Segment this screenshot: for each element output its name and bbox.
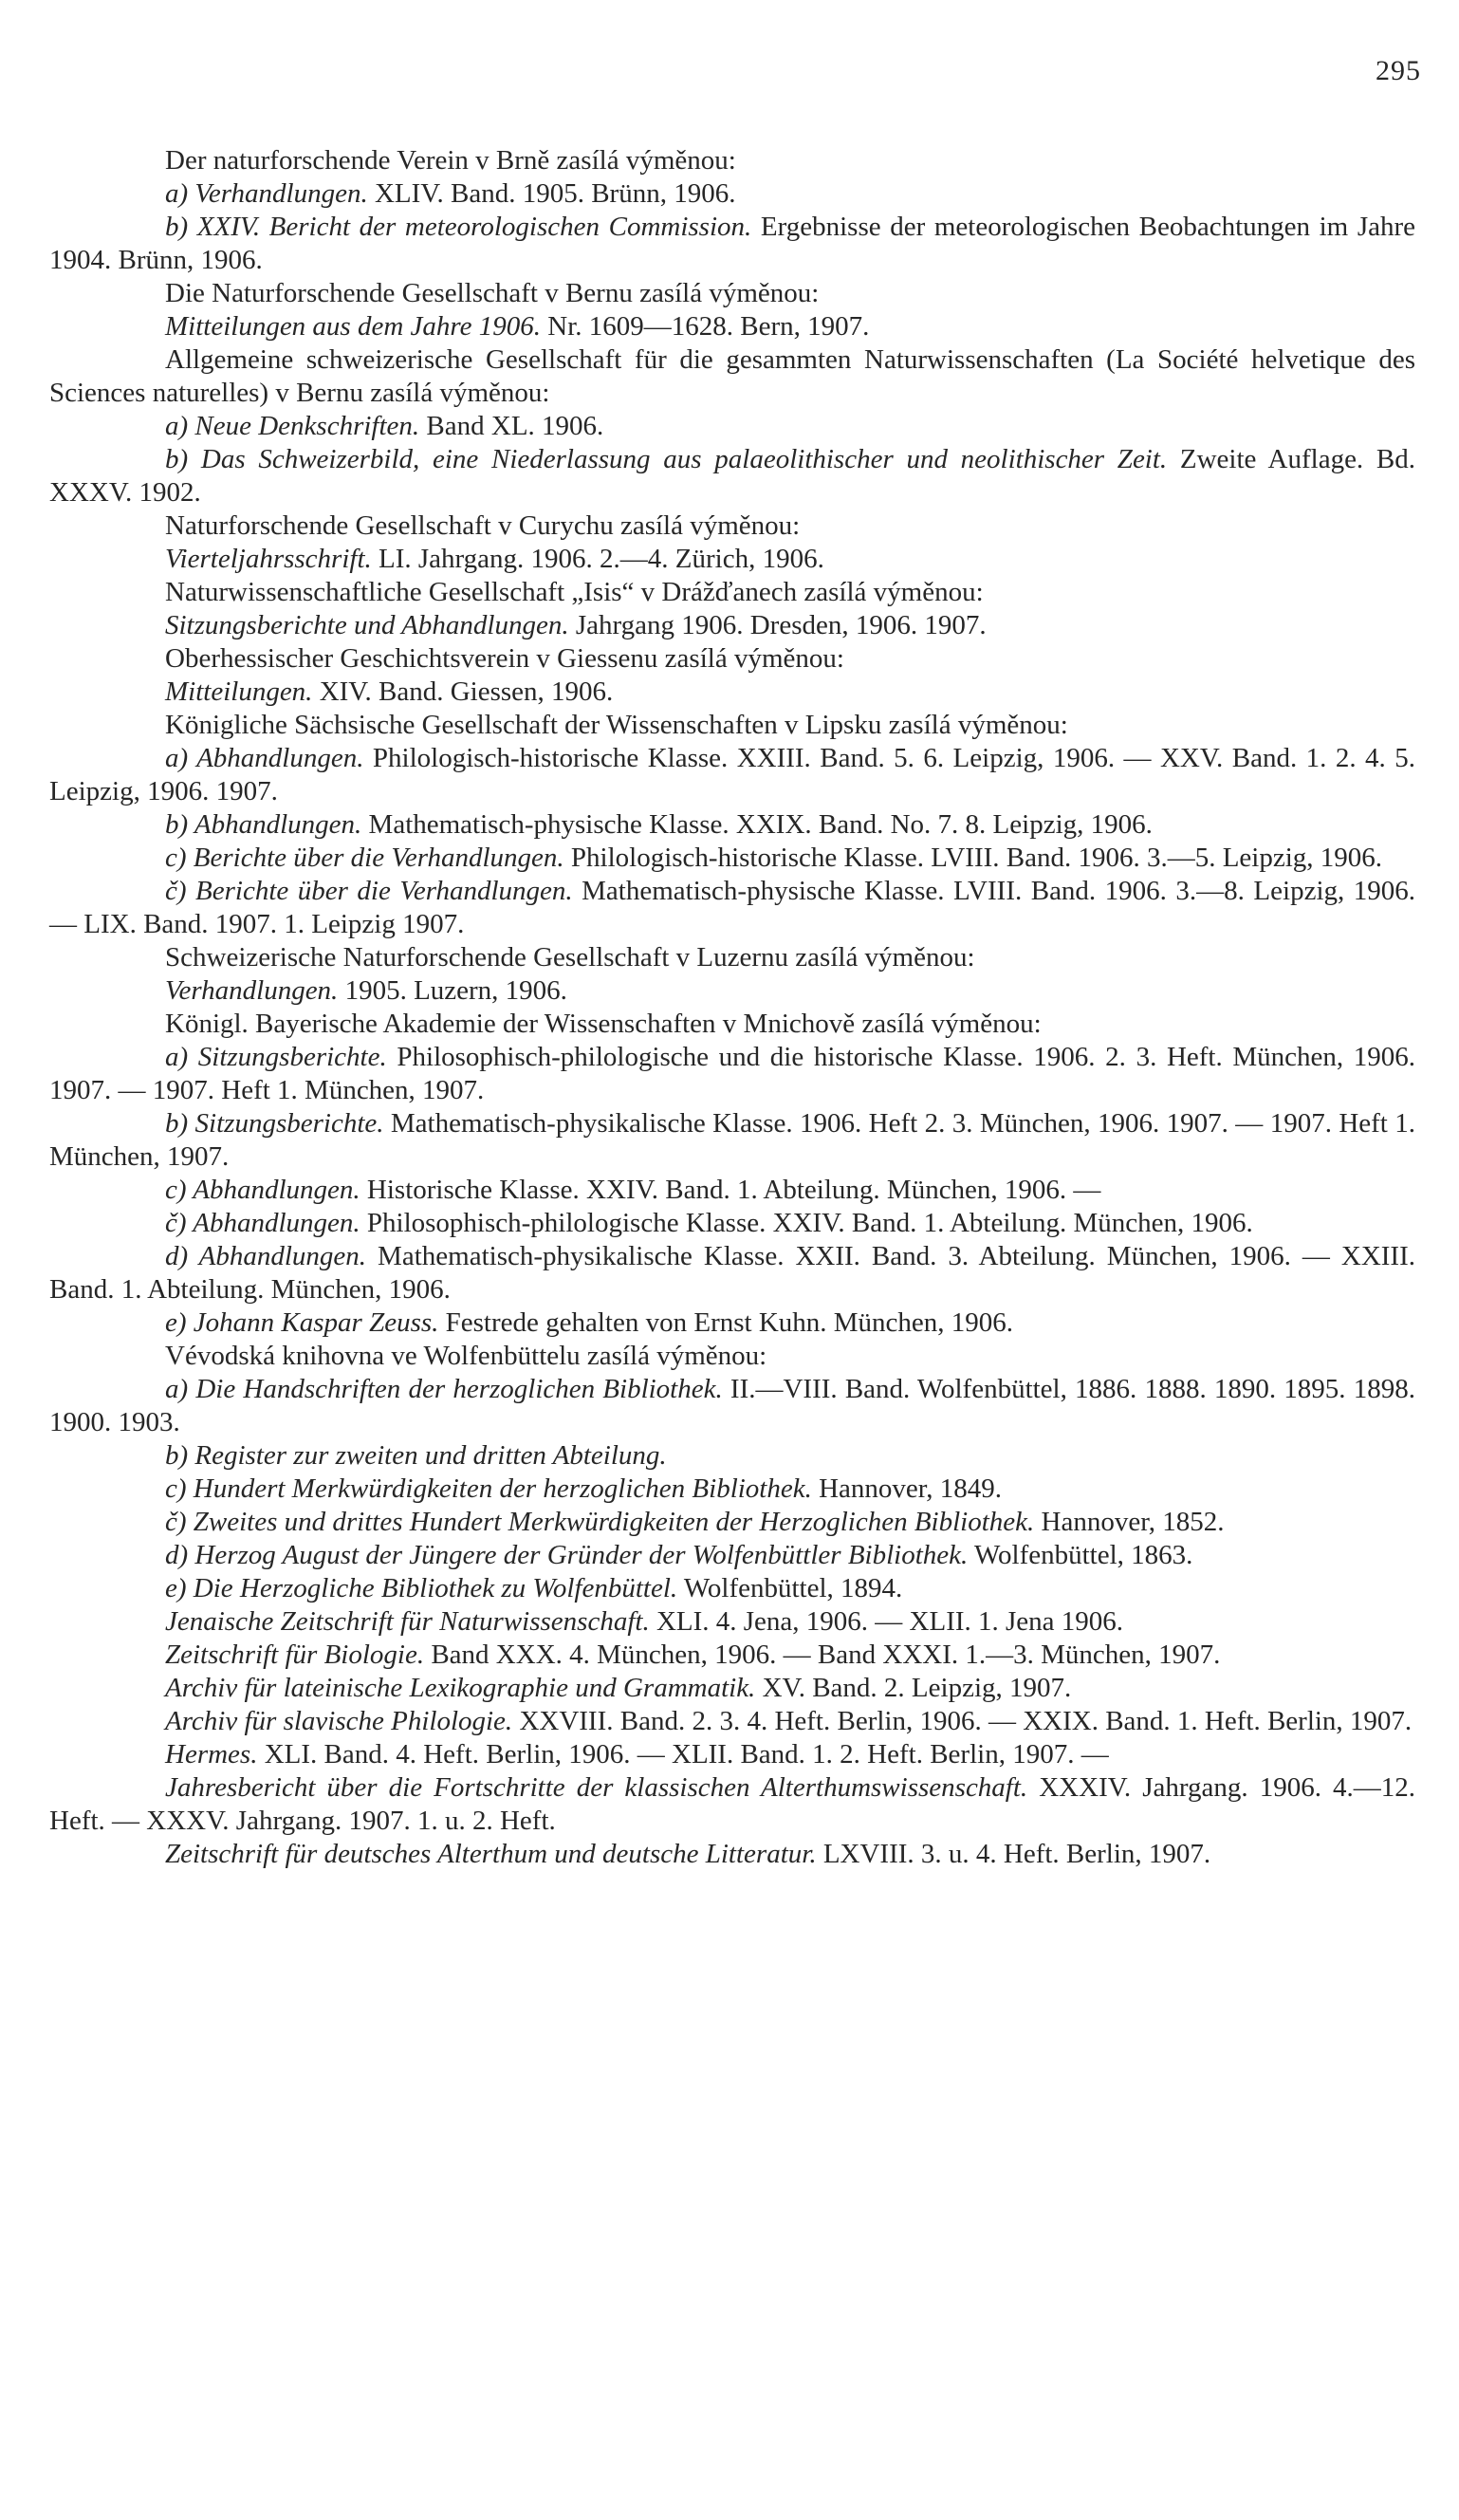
- publication-title: č) Berichte über die Verhandlungen.: [165, 876, 573, 906]
- entry-text: Historische Klasse. XXIV. Band. 1. Abteilung. München, 1906. —: [360, 1175, 1101, 1205]
- publication-entry: [49, 1473, 1415, 1506]
- entry-text: XLI. 4. Jena, 1906. — XLII. 1. Jena 1906.: [649, 1606, 1124, 1637]
- publication-title: b) Register zur zweiten und dritten Abteilung.: [165, 1440, 667, 1471]
- publication-title: Zeitschrift für deutsches Alterthum und deutsche Litteratur.: [165, 1839, 817, 1869]
- publication-entry: [49, 1174, 1415, 1207]
- publication-entry: [49, 974, 1415, 1008]
- publication-title: Jenaische Zeitschrift für Naturwissenschaft.: [165, 1606, 650, 1637]
- publication-title: Hermes.: [165, 1739, 258, 1770]
- page-number: 295: [1376, 55, 1421, 86]
- publication-title: a) Abhandlungen.: [165, 743, 364, 773]
- publication-title: c) Berichte über die Verhandlungen.: [165, 843, 564, 873]
- entry-text: XXXIV. Jahrgang. 1906. 4.—12. Heft. — XXXV. Jahrgang. 1907. 1. u. 2. Heft.: [49, 1772, 1415, 1836]
- entry-text: Band XXX. 4. München, 1906. — Band XXXI. 1.—3. München, 1907.: [424, 1640, 1221, 1670]
- publication-title: a) Sitzungsberichte.: [165, 1042, 387, 1072]
- entry-text: Oberhessischer Geschichtsverein v Giessenu zasílá výměnou:: [165, 643, 844, 674]
- institution-heading: [49, 1340, 1415, 1373]
- entry-text: Allgemeine schweizerische Gesellschaft für die gesammten Naturwissenschaften (La Société helvetique des Sciences naturelles) v Bernu zasílá výměnou:: [49, 344, 1415, 408]
- entry-text: Wolfenbüttel, 1863.: [968, 1540, 1193, 1570]
- publication-entry: [49, 676, 1415, 709]
- entry-text: Nr. 1609—1628. Bern, 1907.: [541, 311, 870, 342]
- publication-entry: [49, 211, 1415, 277]
- institution-heading: [49, 1008, 1415, 1041]
- institution-heading: [49, 343, 1415, 410]
- publication-title: e) Die Herzogliche Bibliothek zu Wolfenbüttel.: [165, 1573, 678, 1603]
- publication-title: Verhandlungen.: [165, 975, 339, 1006]
- institution-heading: [49, 144, 1415, 177]
- entry-text: 1905. Luzern, 1906.: [338, 975, 567, 1006]
- publication-entry: [49, 1240, 1415, 1306]
- institution-heading: [49, 510, 1415, 543]
- publication-entry: [49, 1605, 1415, 1639]
- publication-entry: [49, 875, 1415, 941]
- publication-entry: [49, 742, 1415, 808]
- publication-entry: [49, 1639, 1415, 1672]
- publication-entry: [49, 410, 1415, 443]
- entry-text: Vévodská knihovna ve Wolfenbüttelu zasílá výměnou:: [165, 1341, 767, 1371]
- publication-entry: [49, 1838, 1415, 1871]
- entry-text: Band XL. 1906.: [419, 411, 604, 441]
- publication-entry: [49, 808, 1415, 842]
- entry-text: Mathematisch-physische Klasse. XXIX. Band. No. 7. 8. Leipzig, 1906.: [361, 809, 1153, 840]
- entry-text: Mathematisch-physische Klasse. LVIII. Band. 1906. 3.—8. Leipzig, 1906. — LIX. Band. 1907. 1. Leipzig 1907.: [49, 876, 1415, 939]
- entry-text: Philologisch-historische Klasse. LVIII. Band. 1906. 3.—5. Leipzig, 1906.: [563, 843, 1383, 873]
- publication-title: Vierteljahrsschrift.: [165, 544, 372, 574]
- publication-title: Sitzungsberichte und Abhandlungen.: [165, 610, 569, 640]
- entry-text: Hannover, 1852.: [1034, 1507, 1225, 1537]
- entry-text: Königliche Sächsische Gesellschaft der Wissenschaften v Lipsku zasílá výměnou:: [165, 710, 1068, 740]
- entry-text: Mathematisch-physikalische Klasse. XXII. Band. 3. Abteilung. München, 1906. — XXIII. Band. 1. Abteilung. München, 1906.: [49, 1241, 1415, 1305]
- publication-entry: [49, 1572, 1415, 1605]
- entry-text: Philologisch-historische Klasse. XXIII. Band. 5. 6. Leipzig, 1906. — XXV. Band. 1. 2. 4. 5. Leipzig, 1906. 1907.: [49, 743, 1416, 806]
- publication-title: č) Zweites und drittes Hundert Merkwürdigkeiten der Herzoglichen Bibliothek.: [165, 1507, 1035, 1537]
- publication-entry: [49, 177, 1415, 211]
- publication-entry: [49, 842, 1415, 875]
- publication-title: d) Abhandlungen.: [165, 1241, 367, 1271]
- publication-entry: [49, 1771, 1415, 1838]
- publication-title: b) Sitzungsberichte.: [165, 1108, 384, 1139]
- publication-title: Mitteilungen.: [165, 676, 313, 707]
- entry-text: Hannover, 1849.: [811, 1473, 1003, 1504]
- publication-title: b) Das Schweizerbild, eine Niederlassung aus palaeolithischer und neolithischer Zeit.: [165, 444, 1168, 474]
- publication-title: c) Abhandlungen.: [165, 1175, 360, 1205]
- publication-entry: [49, 1439, 1415, 1473]
- institution-heading: [49, 576, 1415, 609]
- publication-entry: [49, 1107, 1415, 1174]
- entry-text: Mathematisch-physikalische Klasse. 1906. Heft 2. 3. München, 1906. 1907. — 1907. Heft 1. München, 1907.: [49, 1108, 1416, 1172]
- publication-title: Mitteilungen aus dem Jahre 1906.: [165, 311, 541, 342]
- entry-text: XV. Band. 2. Leipzig, 1907.: [755, 1673, 1072, 1703]
- entry-text: Wolfenbüttel, 1894.: [677, 1573, 903, 1603]
- institution-heading: [49, 277, 1415, 310]
- entry-text: Philosophisch-philologische und die historische Klasse. 1906. 2. 3. Heft. München, 1906. 1907. — 1907. Heft 1. München, 1907.: [49, 1042, 1416, 1105]
- entry-text: Naturwissenschaftliche Gesellschaft „Isis“ v Drážďanech zasílá výměnou:: [165, 577, 984, 607]
- publication-title: b) XXIV. Bericht der meteorologischen Commission.: [165, 212, 752, 242]
- entry-text: Der naturforschende Verein v Brně zasílá výměnou:: [165, 145, 736, 176]
- publication-entry: [49, 1672, 1415, 1705]
- entry-text: XLI. Band. 4. Heft. Berlin, 1906. — XLII. Band. 1. 2. Heft. Berlin, 1907. —: [257, 1739, 1109, 1770]
- publication-entry: [49, 1738, 1415, 1771]
- publication-title: d) Herzog August der Jüngere der Gründer der Wolfenbüttler Bibliothek.: [165, 1540, 969, 1570]
- publication-entry: [49, 443, 1415, 510]
- publication-title: e) Johann Kaspar Zeuss.: [165, 1307, 439, 1338]
- publication-entry: [49, 609, 1415, 642]
- entry-text: LI. Jahrgang. 1906. 2.—4. Zürich, 1906.: [371, 544, 824, 574]
- entry-text: Jahrgang 1906. Dresden, 1906. 1907.: [568, 610, 987, 640]
- institution-heading: [49, 709, 1415, 742]
- institution-heading: [49, 941, 1415, 974]
- entry-text: LXVIII. 3. u. 4. Heft. Berlin, 1907.: [816, 1839, 1211, 1869]
- publication-entry: [49, 1705, 1415, 1738]
- entry-text: Königl. Bayerische Akademie der Wissenschaften v Mnichově zasílá výměnou:: [165, 1009, 1042, 1039]
- institution-heading: [49, 642, 1415, 676]
- page-body: [49, 144, 1415, 1871]
- entry-text: Ergebnisse der meteorologischen Beobachtungen im Jahre 1904. Brünn, 1906.: [49, 212, 1416, 275]
- entry-text: Schweizerische Naturforschende Gesellschaft v Luzernu zasílá výměnou:: [165, 942, 975, 973]
- publication-entry: [49, 310, 1415, 343]
- publication-entry: [49, 543, 1415, 576]
- entry-text: Philosophisch-philologische Klasse. XXIV. Band. 1. Abteilung. München, 1906.: [360, 1208, 1253, 1238]
- publication-title: Archiv für slavische Philologie.: [165, 1706, 513, 1736]
- publication-entry: [49, 1373, 1415, 1439]
- publication-title: c) Hundert Merkwürdigkeiten der herzoglichen Bibliothek.: [165, 1473, 812, 1504]
- entry-text: Naturforschende Gesellschaft v Curychu zasílá výměnou:: [165, 510, 801, 541]
- publication-title: Jahresbericht über die Fortschritte der klassischen Alterthumswissenschaft.: [165, 1772, 1028, 1803]
- entry-text: XXVIII. Band. 2. 3. 4. Heft. Berlin, 1906. — XXIX. Band. 1. Heft. Berlin, 1907.: [512, 1706, 1413, 1736]
- entry-text: XLIV. Band. 1905. Brünn, 1906.: [367, 178, 736, 209]
- publication-entry: [49, 1539, 1415, 1572]
- publication-title: Zeitschrift für Biologie.: [165, 1640, 425, 1670]
- entry-text: II.—VIII. Band. Wolfenbüttel, 1886. 1888. 1890. 1895. 1898. 1900. 1903.: [49, 1374, 1415, 1437]
- entry-text: Festrede gehalten von Ernst Kuhn. München, 1906.: [438, 1307, 1014, 1338]
- publication-title: a) Die Handschriften der herzoglichen Bibliothek.: [165, 1374, 723, 1404]
- publication-title: a) Neue Denkschriften.: [165, 411, 420, 441]
- publication-title: č) Abhandlungen.: [165, 1208, 360, 1238]
- publication-entry: [49, 1207, 1415, 1240]
- publication-entry: [49, 1041, 1415, 1107]
- entry-text: XIV. Band. Giessen, 1906.: [312, 676, 614, 707]
- publication-title: Archiv für lateinische Lexikographie und Grammatik.: [165, 1673, 756, 1703]
- publication-entry: [49, 1506, 1415, 1539]
- entry-text: Die Naturforschende Gesellschaft v Bernu zasílá výměnou:: [165, 278, 820, 308]
- publication-entry: [49, 1306, 1415, 1340]
- publication-title: b) Abhandlungen.: [165, 809, 362, 840]
- entry-text: Zweite Auflage. Bd. XXXV. 1902.: [49, 444, 1415, 508]
- publication-title: a) Verhandlungen.: [165, 178, 368, 209]
